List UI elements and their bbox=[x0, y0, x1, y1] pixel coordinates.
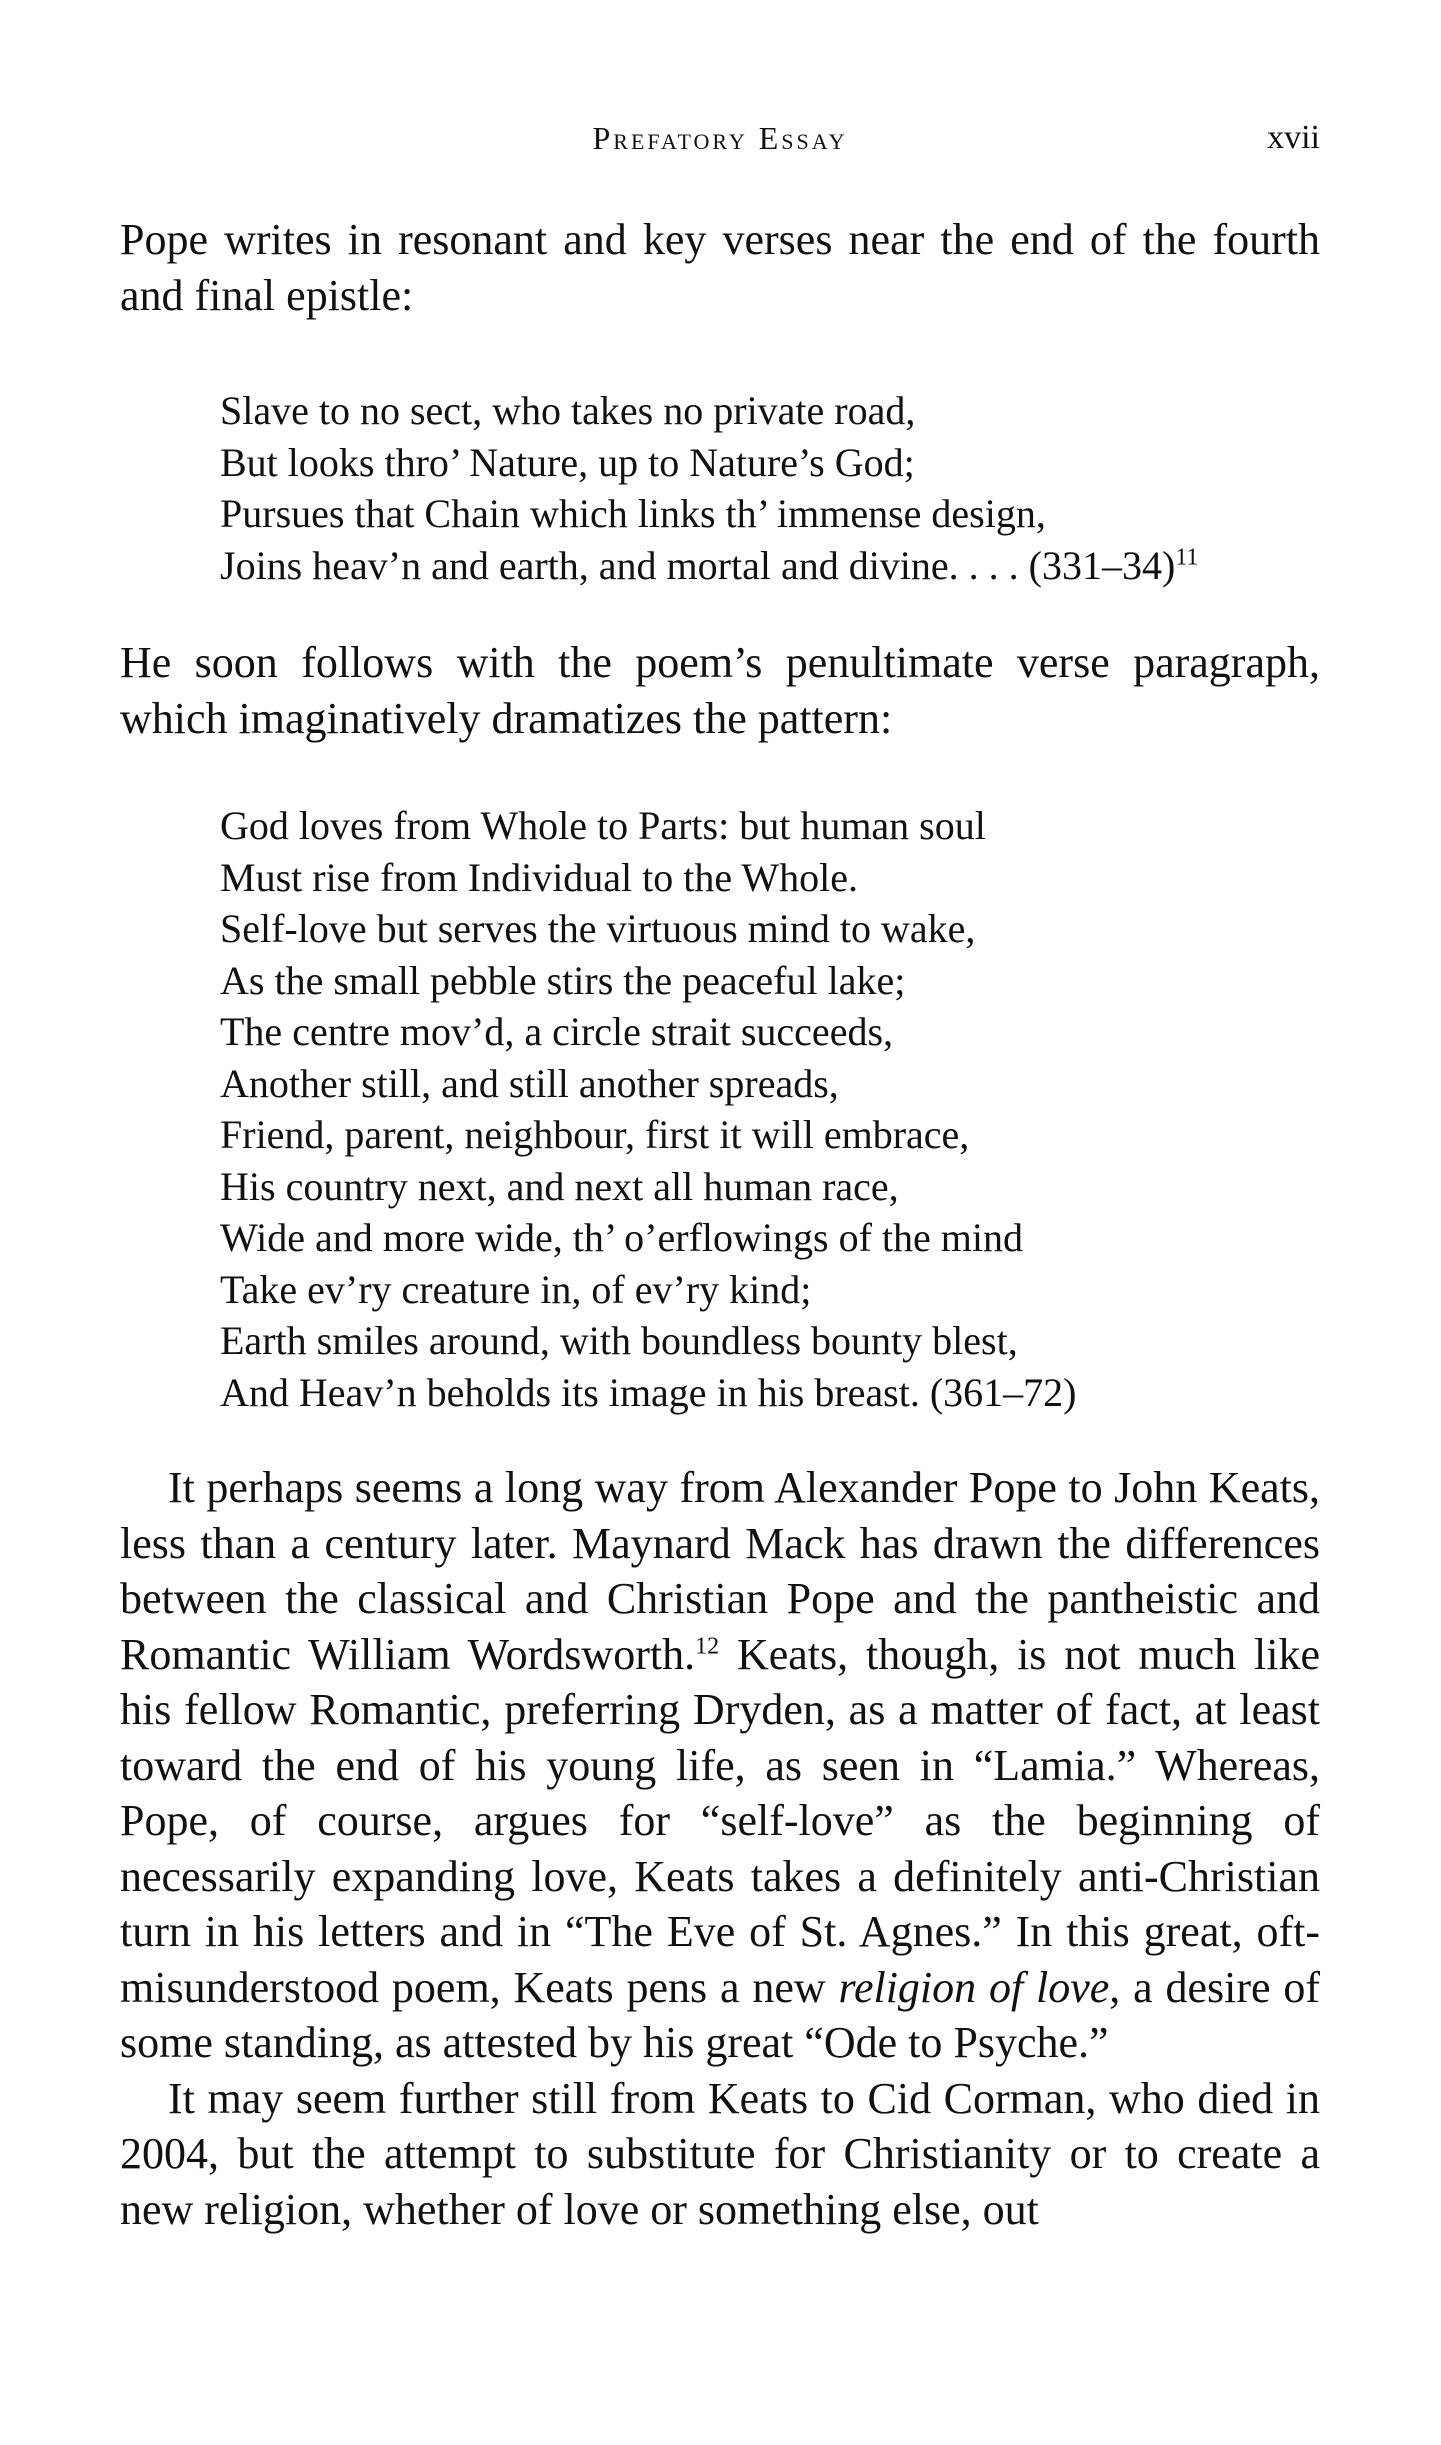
paragraph-keats-part1: It perhaps seems a long way from Alexander Pope to John Keats, less than a century later. Maynard Mack has drawn the differences between the classical and Christian Pope and the pantheistic and Romantic William Wordsworth. bbox=[120, 1463, 1320, 1679]
verse-line: Another still, and still another spreads, bbox=[220, 1060, 839, 1106]
verse-line: As the small pebble stirs the peaceful lake; bbox=[220, 957, 906, 1003]
verse-quote-1 bbox=[220, 385, 1320, 591]
paragraph-transition bbox=[120, 635, 1320, 746]
paragraph-corman: It may seem further still from Keats to Cid Corman, who died in 2004, but the attempt to substitute for Christianity or to create a new religion, whether of love or something else, out bbox=[120, 2073, 1320, 2234]
verse-line: Wide and more wide, th’ o’erflowings of the mind bbox=[220, 1215, 1023, 1260]
paragraph-keats bbox=[120, 1460, 1320, 2071]
paragraph-keats-part2: Keats, though, is not much like his fellow Romantic, preferring Dryden, as a matter of fact, at least toward the end of his young life, as seen in “Lamia.” Whereas, Pope, of course, argues for “self-love” as the beginning of necessarily expanding love, Keats takes a definitely anti-Christian turn in his letters and in “The Eve of St. Agnes.” In this great, oft-misunderstood poem, Keats pens a new bbox=[120, 1629, 1320, 2012]
verse-line: Pursues that Chain which links th’ immense design, bbox=[220, 491, 1046, 536]
verse-line: Slave to no sect, who takes no private road, bbox=[220, 388, 916, 433]
paragraph-intro bbox=[120, 212, 1320, 323]
verse-line-final bbox=[220, 540, 1320, 592]
verse-line: And Heav’n beholds its image in his breast. (361–72) bbox=[220, 1369, 1077, 1415]
verse-line: Self-love but serves the virtuous mind to wake, bbox=[220, 906, 976, 951]
running-head bbox=[120, 118, 1320, 158]
paragraph-keats-part3: , a desire of some standing, as attested by his great “Ode to Psyche.” bbox=[120, 1962, 1320, 2067]
verse-line: But looks thro’ Nature, up to Nature’s God; bbox=[220, 439, 915, 485]
verse-line: Must rise from Individual to the Whole. bbox=[220, 854, 859, 900]
verse-line: The centre mov’d, a circle strait succeeds, bbox=[220, 1009, 894, 1054]
running-title: Prefatory Essay bbox=[592, 120, 848, 156]
verse-line: God loves from Whole to Parts: but human soul bbox=[220, 803, 986, 848]
verse-line: Earth smiles around, with boundless bounty blest, bbox=[220, 1318, 1018, 1363]
footnote-ref-12: 12 bbox=[695, 1632, 720, 1659]
verse-line: His country next, and next all human race, bbox=[220, 1163, 899, 1209]
italic-phrase: religion of love bbox=[838, 1962, 1110, 2012]
paragraph-transition-text: He soon follows with the poem’s penultimate verse paragraph, which imaginatively dramatizes the pattern: bbox=[120, 638, 1320, 743]
page-number: xvii bbox=[1267, 119, 1320, 156]
paragraph-intro-text: Pope writes in resonant and key verses near the end of the fourth and final epistle: bbox=[120, 215, 1320, 320]
verse-line: Friend, parent, neighbour, first it will embrace, bbox=[220, 1112, 970, 1157]
body-text bbox=[120, 1460, 1320, 2237]
verse-line: Take ev’ry creature in, of ev’ry kind; bbox=[220, 1266, 812, 1312]
footnote-ref-11: 11 bbox=[1175, 544, 1199, 571]
verse-line-text: Joins heav’n and earth, and mortal and divine. . . . (331–34) bbox=[220, 542, 1176, 588]
verse-quote-2 bbox=[220, 800, 1320, 1418]
